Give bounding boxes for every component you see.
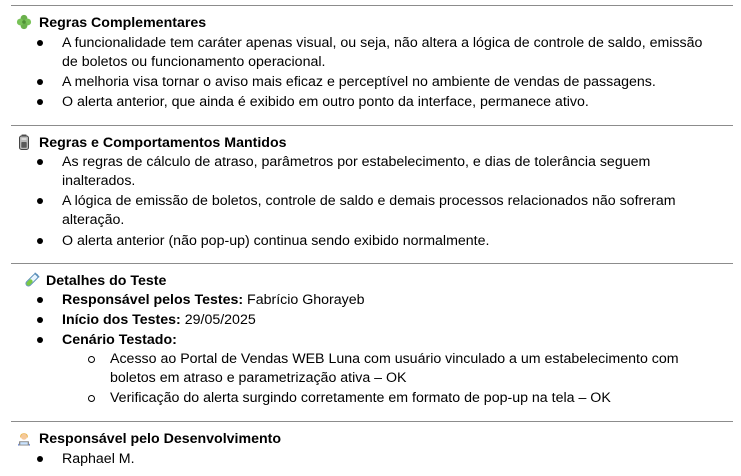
sub-list-item-line: boletos em atraso e parametrização ativa – OK — [110, 370, 407, 386]
sub-bullet-point — [88, 395, 95, 402]
list-item-line: O alerta anterior, que ainda é exibido em outro ponto da interface, permanece ativo. — [62, 94, 589, 110]
test-detail-cenario — [62, 330, 177, 350]
field-label: Início dos Testes: — [62, 312, 181, 328]
section-divider — [11, 125, 733, 126]
test-tube-icon — [24, 272, 40, 288]
bullet-point — [37, 297, 43, 303]
bullet-point — [37, 198, 43, 204]
section-heading-responsavel-desenvolvimento — [16, 429, 281, 449]
section-divider — [11, 263, 733, 264]
section-title: Detalhes do Teste — [46, 273, 167, 289]
section-title: Regras Complementares — [39, 15, 207, 31]
field-value: 29/05/2025 — [180, 312, 256, 328]
section-divider — [11, 5, 733, 6]
list-item-line: A lógica de emissão de boletos, controle de saldo e demais processos relacionados não sofreram — [62, 193, 676, 209]
list-item-line: de boletos ou funcionamento operacional. — [62, 54, 326, 70]
section-heading-regras-complementares — [16, 13, 206, 33]
section-divider — [11, 421, 733, 422]
sub-bullet-point — [88, 356, 95, 363]
bullet-point — [37, 456, 43, 462]
clover-icon — [16, 14, 32, 30]
section-heading-detalhes-teste — [24, 271, 166, 291]
bullet-point — [37, 238, 43, 244]
section-heading-regras-mantidos — [16, 133, 287, 153]
bullet-point — [37, 79, 43, 85]
list-item-line: O alerta anterior (não pop-up) continua sendo exibido normalmente. — [62, 233, 490, 249]
bullet-point — [37, 40, 43, 46]
battery-icon — [16, 134, 32, 150]
list-item-line: alteração. — [62, 212, 125, 228]
developer-icon — [16, 430, 32, 446]
section-title: Regras e Comportamentos Mantidos — [39, 135, 287, 151]
field-value: Fabrício Ghorayeb — [243, 292, 365, 308]
test-detail-inicio — [62, 310, 256, 330]
sub-list-item-line: Acesso ao Portal de Vendas WEB Luna com usuário vinculado a um estabelecimento com — [110, 351, 679, 367]
section-title: Responsável pelo Desenvolvimento — [39, 431, 282, 447]
bullet-point — [37, 337, 43, 343]
list-item-line: inalterados. — [62, 173, 136, 189]
list-item-line: Raphael M. — [62, 451, 135, 467]
sub-list-item-line: Verificação do alerta surgindo corretamente em formato de pop-up na tela – OK — [110, 390, 611, 406]
bullet-point — [37, 159, 43, 165]
test-detail-responsavel — [62, 290, 365, 310]
list-item-line: A melhoria visa tornar o aviso mais eficaz e perceptível no ambiente de vendas de passagens. — [62, 74, 656, 90]
list-item-line: A funcionalidade tem caráter apenas visual, ou seja, não altera a lógica de controle de saldo, emissão — [62, 35, 703, 51]
field-label: Cenário Testado: — [62, 332, 177, 348]
bullet-point — [37, 99, 43, 105]
list-item-line: As regras de cálculo de atraso, parâmetros por estabelecimento, e dias de tolerância seguem — [62, 154, 651, 170]
bullet-point — [37, 317, 43, 323]
field-label: Responsável pelos Testes: — [62, 292, 244, 308]
